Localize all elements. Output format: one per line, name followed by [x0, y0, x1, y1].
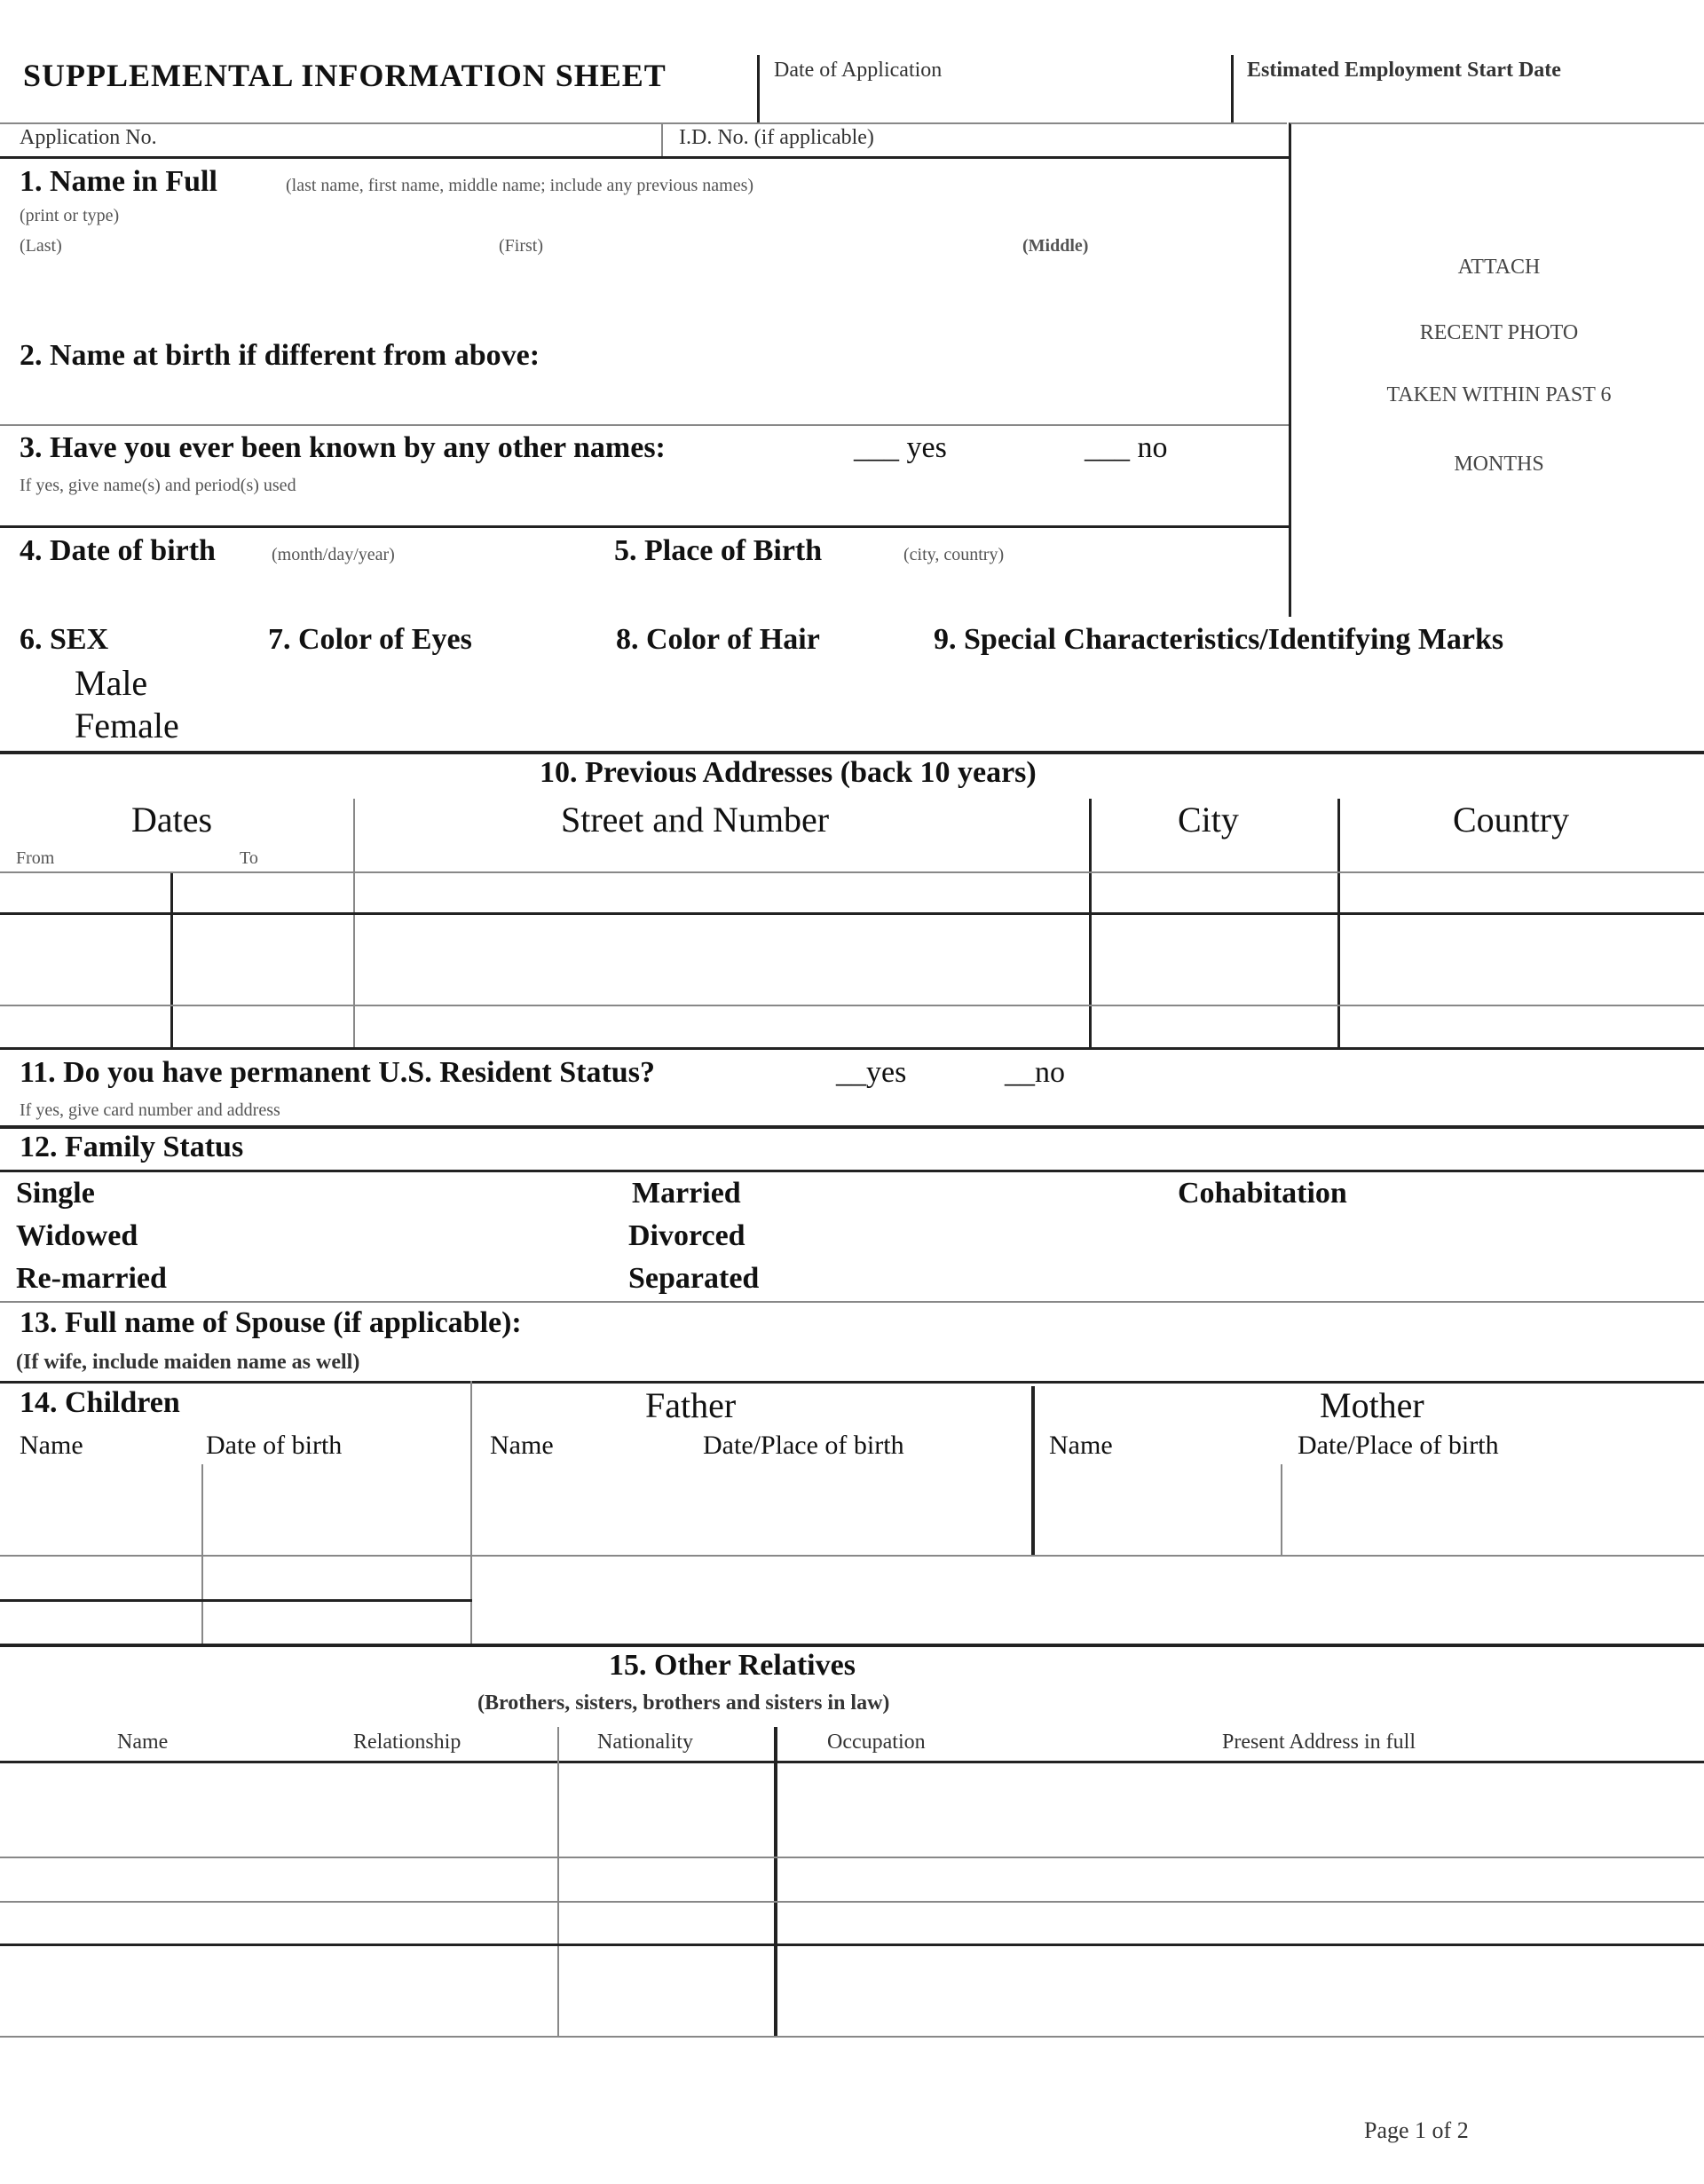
family-status-single[interactable]: Single — [16, 1177, 95, 1210]
divider — [0, 1047, 1704, 1050]
photo-box-text: ATTACH — [1457, 256, 1541, 279]
divider — [774, 1727, 777, 2036]
id-no-label: I.D. No. (if applicable) — [679, 126, 874, 149]
other-names-yes[interactable]: ___ yes — [854, 431, 947, 464]
sex-male-option[interactable]: Male — [75, 663, 148, 703]
nationality-header: Nationality — [597, 1731, 693, 1754]
estimated-start-date-label: Estimated Employment Start Date — [1247, 59, 1561, 82]
table-row-line — [0, 871, 1704, 873]
divider — [0, 424, 1289, 426]
divider — [170, 871, 173, 1049]
father-dob-header: Date/Place of birth — [703, 1431, 904, 1460]
spouse-name-hint: (If wife, include maiden name as well) — [16, 1351, 360, 1374]
divider — [0, 1125, 1704, 1129]
divider — [0, 156, 1289, 159]
mother-name-header: Name — [1049, 1431, 1113, 1460]
photo-box-text: TAKEN WITHIN PAST 6 — [1386, 383, 1612, 406]
country-header: Country — [1453, 800, 1570, 840]
name-at-birth-label: 2. Name at birth if different from above: — [20, 339, 540, 372]
divider — [757, 55, 760, 122]
family-status-remarried[interactable]: Re-married — [16, 1262, 167, 1295]
dates-header: Dates — [131, 800, 213, 840]
family-status-cohabitation[interactable]: Cohabitation — [1178, 1177, 1347, 1210]
divider — [201, 1464, 203, 1644]
resident-status-label: 11. Do you have permanent U.S. Resident Status? — [20, 1056, 655, 1089]
photo-box-text: RECENT PHOTO — [1419, 321, 1579, 344]
application-no-label: Application No. — [20, 126, 157, 149]
resident-status-no[interactable]: __no — [1005, 1056, 1065, 1089]
mother-header: Mother — [1320, 1385, 1424, 1425]
children-label: 14. Children — [20, 1386, 180, 1419]
table-row-line — [0, 1944, 1704, 1946]
previous-addresses-title: 10. Previous Addresses (back 10 years) — [540, 756, 1037, 789]
relative-name-header: Name — [117, 1731, 169, 1754]
table-row-line — [0, 1005, 1704, 1006]
mother-dob-header: Date/Place of birth — [1298, 1431, 1499, 1460]
divider — [0, 122, 1287, 124]
divider — [1337, 799, 1340, 1049]
street-header: Street and Number — [561, 800, 830, 840]
relationship-header: Relationship — [353, 1731, 462, 1754]
divider — [470, 1381, 472, 1644]
family-status-separated[interactable]: Separated — [628, 1262, 760, 1295]
form-title: SUPPLEMENTAL INFORMATION SHEET — [23, 58, 667, 93]
photo-box-text: MONTHS — [1454, 453, 1544, 476]
name-in-full-hint-2: (print or type) — [20, 206, 120, 225]
divider — [0, 1170, 1704, 1172]
divider — [0, 1644, 1704, 1647]
sex-female-option[interactable]: Female — [75, 706, 179, 745]
spouse-name-label: 13. Full name of Spouse (if applicable): — [20, 1306, 522, 1339]
place-of-birth-hint: (city, country) — [903, 545, 1005, 564]
table-row-line — [0, 912, 1704, 915]
city-header: City — [1178, 800, 1239, 840]
table-row-line — [0, 1555, 1704, 1557]
father-name-header: Name — [490, 1431, 554, 1460]
table-row-line — [0, 1857, 1704, 1858]
divider — [1281, 1464, 1282, 1555]
date-of-birth-label: 4. Date of birth — [20, 534, 216, 567]
divider — [0, 1381, 1704, 1384]
divider — [1231, 55, 1234, 122]
from-header: From — [16, 848, 55, 868]
resident-status-yes[interactable]: __yes — [836, 1056, 907, 1089]
place-of-birth-label: 5. Place of Birth — [614, 534, 823, 567]
divider — [1031, 1386, 1035, 1555]
other-relatives-title: 15. Other Relatives — [609, 1649, 856, 1682]
date-of-birth-hint: (month/day/year) — [272, 545, 395, 564]
middle-name-label: (Middle) — [1022, 236, 1089, 256]
divider — [1089, 799, 1092, 1049]
table-row-line — [0, 1761, 1704, 1763]
divider — [0, 751, 1704, 754]
other-relatives-subtitle: (Brothers, sisters, brothers and sisters in law) — [477, 1691, 890, 1715]
identifying-marks-label: 9. Special Characteristics/Identifying Marks — [934, 623, 1504, 656]
divider — [353, 799, 355, 1049]
family-status-married[interactable]: Married — [632, 1177, 741, 1210]
other-names-hint: If yes, give name(s) and period(s) used — [20, 476, 296, 495]
divider — [0, 1301, 1704, 1303]
table-row-line — [0, 1599, 472, 1602]
table-row-line — [0, 2036, 1704, 2038]
name-in-full-label: 1. Name in Full — [20, 165, 217, 198]
other-names-no[interactable]: ___ no — [1085, 431, 1168, 464]
divider — [557, 1727, 559, 2036]
photo-box — [1289, 122, 1704, 617]
family-status-divorced[interactable]: Divorced — [628, 1219, 746, 1252]
child-dob-header: Date of birth — [206, 1431, 343, 1460]
present-address-header: Present Address in full — [1222, 1731, 1416, 1754]
other-names-label: 3. Have you ever been known by any other names: — [20, 431, 666, 464]
occupation-header: Occupation — [827, 1731, 926, 1754]
date-of-application-label: Date of Application — [774, 59, 943, 82]
last-name-label: (Last) — [20, 236, 62, 256]
family-status-label: 12. Family Status — [20, 1131, 244, 1163]
hair-color-label: 8. Color of Hair — [616, 623, 820, 656]
page-number: Page 1 of 2 — [1364, 2117, 1469, 2143]
name-in-full-hint: (last name, first name, middle name; include any previous names) — [286, 176, 754, 195]
to-header: To — [240, 848, 258, 868]
eye-color-label: 7. Color of Eyes — [268, 623, 472, 656]
first-name-label: (First) — [499, 236, 543, 256]
sex-label: 6. SEX — [20, 623, 109, 656]
divider — [0, 525, 1289, 528]
resident-status-hint: If yes, give card number and address — [20, 1100, 280, 1120]
family-status-widowed[interactable]: Widowed — [16, 1219, 138, 1252]
table-row-line — [0, 1901, 1704, 1903]
child-name-header: Name — [20, 1431, 83, 1460]
divider — [661, 122, 663, 156]
father-header: Father — [645, 1385, 737, 1425]
